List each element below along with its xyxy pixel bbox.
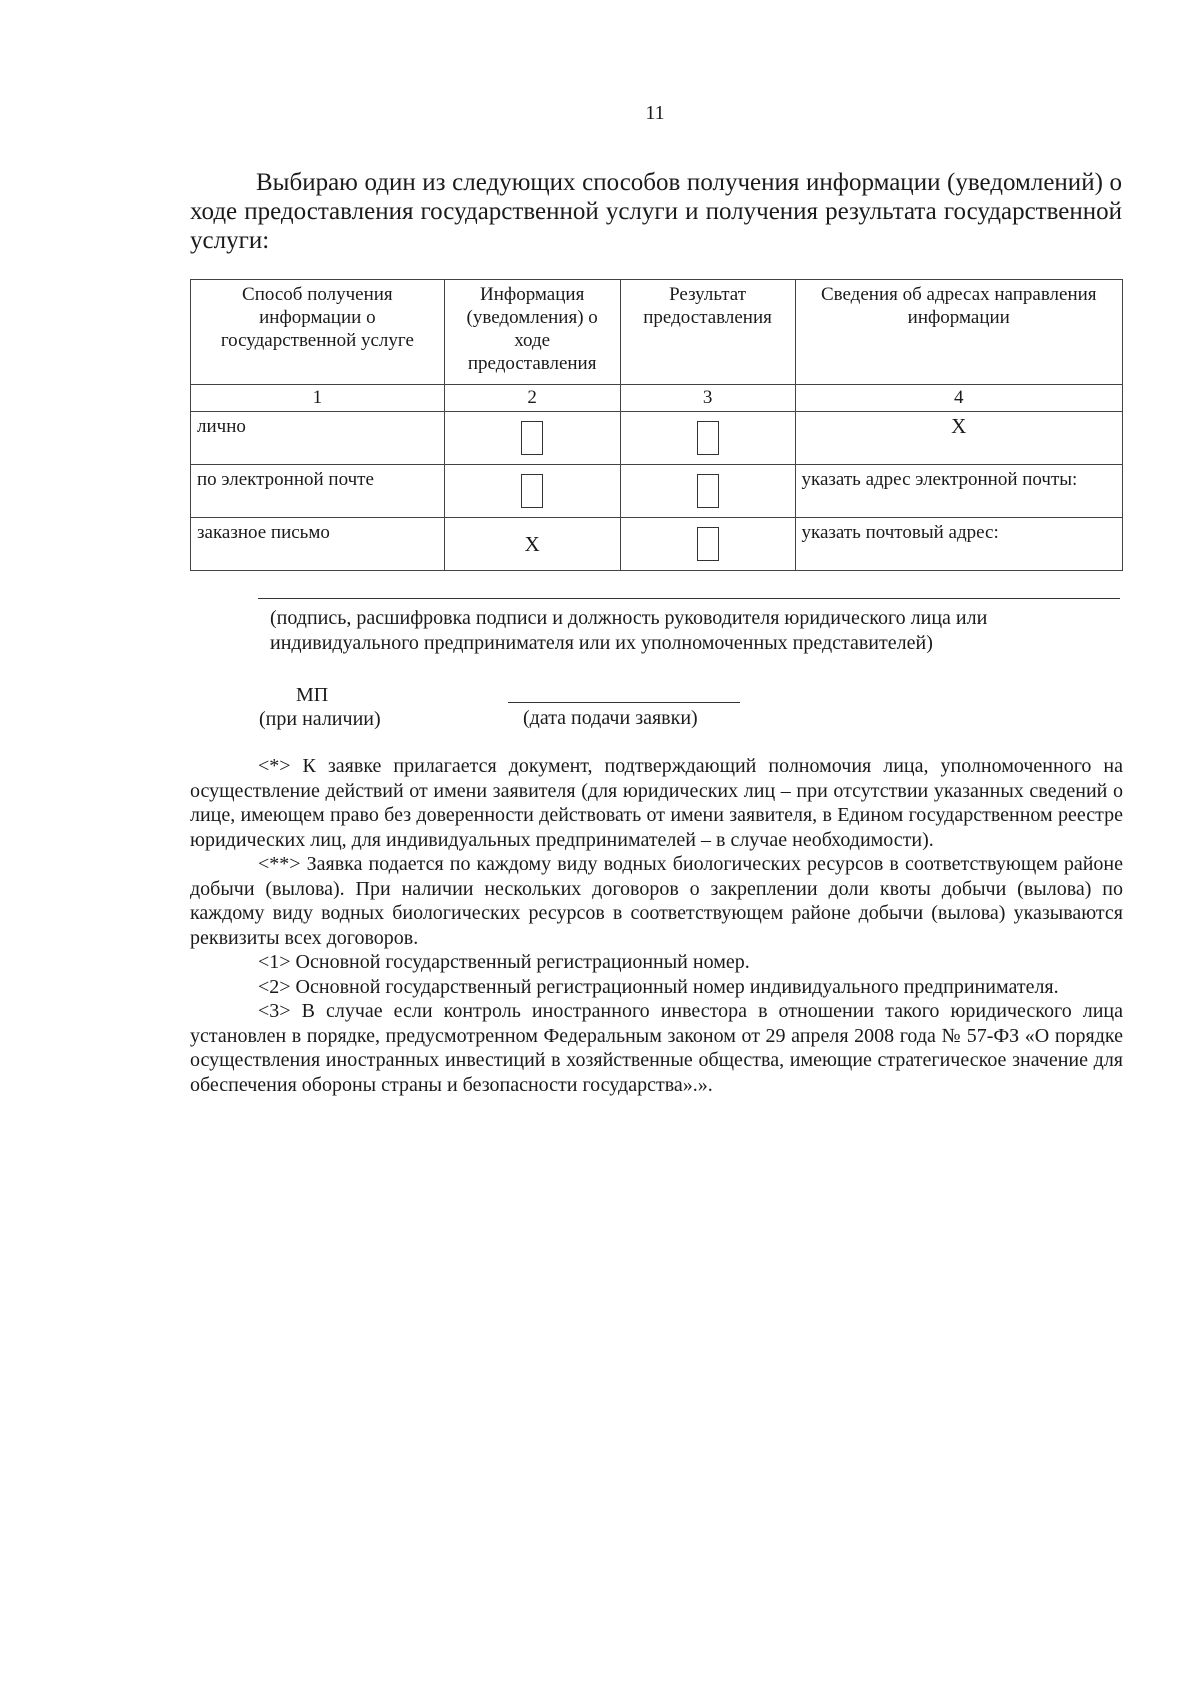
notification-method-table xyxy=(190,279,1123,571)
table-row xyxy=(191,465,1123,518)
footnote: <**> Заявка подается по каждому виду водных биологических ресурсов в соответствующем районе добычи (вылова). При наличии нескольких договоров о закреплении доли квоты добычи (вылова) по каждому виду водных биологических ресурсов в соответствующем районе добычи (вылова) указываются реквизиты всех договоров. xyxy=(190,853,1123,949)
column-number-row xyxy=(191,385,1123,412)
header-info: Информация (уведомления) о ходе предоставления xyxy=(444,280,620,385)
footnote: <1> Основной государственный регистрационный номер. xyxy=(258,951,750,973)
stamp-label: МП xyxy=(296,684,329,706)
checkbox-in-person-result[interactable] xyxy=(697,421,719,455)
address-instruction: указать адрес электронной почты: xyxy=(795,465,1122,518)
x-mark: Х xyxy=(524,532,540,556)
column-number: 4 xyxy=(795,385,1122,412)
checkbox-email-result[interactable] xyxy=(697,474,719,508)
date-caption: (дата подачи заявки) xyxy=(523,707,698,729)
checkbox-in-person-info[interactable] xyxy=(521,421,543,455)
table-header-row xyxy=(191,280,1123,385)
method-label: лично xyxy=(191,412,445,465)
method-label: по электронной почте xyxy=(191,465,445,518)
address-instruction: указать почтовый адрес: xyxy=(795,518,1122,571)
header-address: Сведения об адресах направления информации xyxy=(795,280,1122,385)
footnote: <2> Основной государственный регистрационный номер индивидуального предпринимателя. xyxy=(258,975,1059,998)
column-number: 2 xyxy=(444,385,620,412)
signature-caption: (подпись, расшифровка подписи и должность руководителя юридического лица или индивидуального предпринимателя или их уполномоченных представителей) xyxy=(270,607,988,654)
intro-paragraph: Выбираю один из следующих способов получения информации (уведомлений) о ходе предоставления государственной услуги и получения результата государственной услуги: xyxy=(190,169,1122,254)
footnote: <*> К заявке прилагается документ, подтверждающий полномочия лица, уполномоченного на осуществление действий от имени заявителя (для юридических лиц – при отсутствии указанных сведений о лице, имеющем право без доверенности действовать от имени заявителя, в Едином государственном реестре юридических лиц, для индивидуальных предпринимателей – в случае необходимости). xyxy=(190,755,1123,851)
date-line xyxy=(508,702,740,703)
column-number: 1 xyxy=(191,385,445,412)
checkbox-mail-result[interactable] xyxy=(697,527,719,561)
header-result: Результат предоставления xyxy=(620,280,795,385)
stamp-note: (при наличии) xyxy=(259,708,381,730)
x-mark: Х xyxy=(951,414,967,438)
table-row xyxy=(191,412,1123,465)
method-label: заказное письмо xyxy=(191,518,445,571)
column-number: 3 xyxy=(620,385,795,412)
checkbox-email-info[interactable] xyxy=(521,474,543,508)
footnote: <3> В случае если контроль иностранного инвестора в отношении такого юридического лица установлен в порядке, предусмотренном Федеральным законом от 29 апреля 2008 года № 57-ФЗ «О порядке осуществления иностранных инвестиций в хозяйственные общества, имеющие стратегическое значение для обеспечения обороны страны и безопасности государства».». xyxy=(190,1000,1123,1096)
signature-line xyxy=(258,598,1120,599)
page-number: 11 xyxy=(645,102,665,124)
table-row xyxy=(191,518,1123,571)
footnotes xyxy=(190,754,1123,1097)
header-method: Способ получения информации о государственной услуге xyxy=(191,280,445,385)
